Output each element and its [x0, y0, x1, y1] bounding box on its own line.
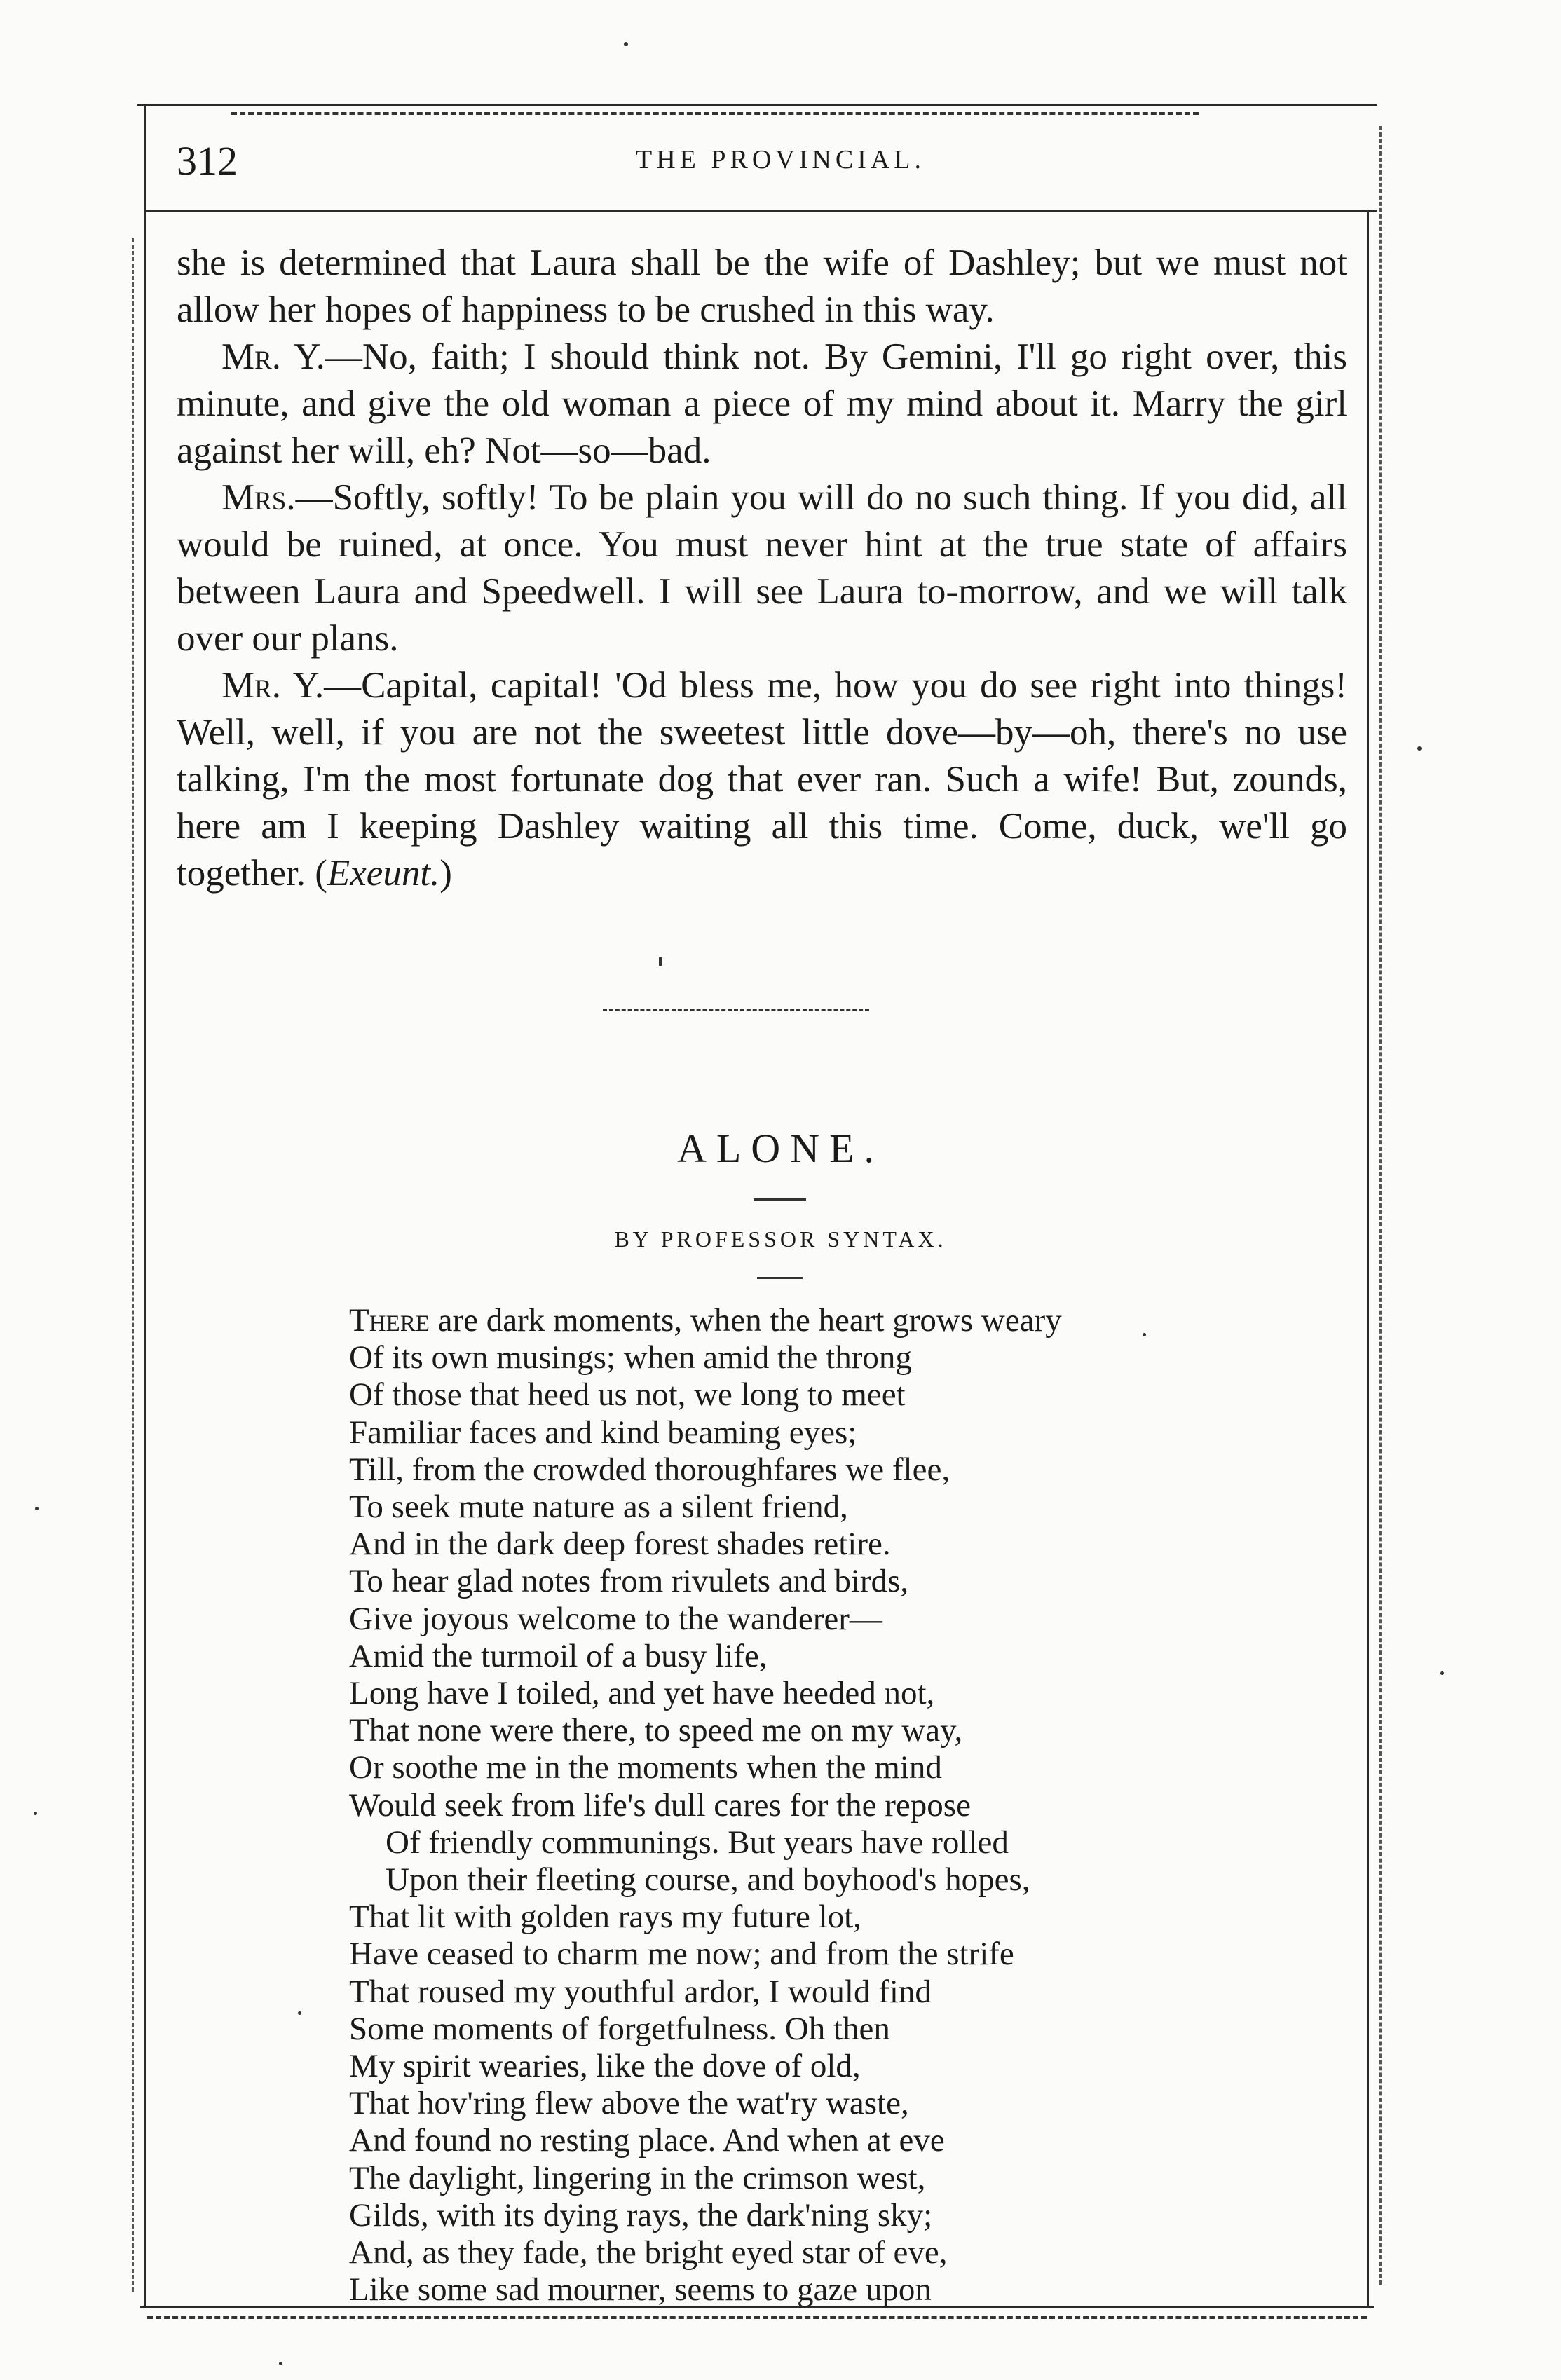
speaker-name: Mr. Y.	[221, 665, 325, 706]
frame-left-rule	[144, 104, 146, 2308]
header-rule	[144, 210, 1377, 212]
ink-speck	[34, 1812, 37, 1815]
ink-speck	[279, 2362, 282, 2365]
poem-line: My spirit wearies, like the dove of old,	[349, 2048, 861, 2085]
paragraph-text: she is determined that Laura shall be the wife of Dashley; but we must not allow her hopes of happiness to be crushed in this way.	[177, 242, 1347, 330]
paragraph-text: —Capital, capital! 'Od bless me, how you do see right into things! Well, well, if you are not the sweetest little dove—by—oh, there's no use talking, I'm the most fortunate dog that ever ran. Such a wife! But, zounds, here am I keeping Dashley waiting all this time. Come, duck, we'll go together.	[177, 665, 1347, 894]
frame-top-dashes	[231, 112, 1199, 115]
frame-top-rule	[137, 104, 1377, 106]
poem-line: Give joyous welcome to the wanderer—	[349, 1600, 882, 1637]
poem-line: That roused my youthful ardor, I would find	[349, 1973, 932, 2010]
poem-line: The daylight, lingering in the crimson west,	[349, 2159, 926, 2196]
poem-line: That none were there, to speed me on my way,	[349, 1712, 963, 1749]
poem-title: ALONE.	[676, 1126, 884, 1171]
poem-line: Amid the turmoil of a busy life,	[349, 1637, 768, 1674]
title-rule	[754, 1198, 806, 1201]
dialogue-paragraph: Mr. Y.—Capital, capital! 'Od bless me, how you do see right into things! Well, well, if you are not the sweetest little dove—by—oh, there's no use talking, I'm the most fortunate dog that ever ran. Such a wife! But, zounds, here am I keeping Dashley waiting all this time. Come, duck, we'll go together. (Exeunt.)	[177, 665, 1347, 894]
poem-line: Like some sad mourner, seems to gaze upon	[349, 2271, 932, 2309]
ink-speck	[1440, 1671, 1444, 1675]
ink-speck	[298, 2011, 301, 2015]
poem-line: And, as they fade, the bright eyed star of eve,	[349, 2234, 948, 2271]
poem-line: Long have I toiled, and yet have heeded not,	[349, 1675, 935, 1712]
poem-first-word: There	[349, 1302, 430, 1339]
dialogue-paragraph	[177, 240, 1347, 334]
running-title: THE PROVINCIAL.	[636, 145, 925, 175]
section-break-rule	[603, 1009, 869, 1011]
poem-line: To hear glad notes from rivulets and birds,	[349, 1563, 909, 1600]
page-number: 312	[177, 138, 238, 184]
stage-direction: Exeunt.	[327, 853, 440, 894]
ink-speck	[1143, 1333, 1146, 1336]
ink-speck	[624, 42, 628, 46]
poem-line: Gilds, with its dying rays, the dark'ning sky;	[349, 2196, 933, 2234]
poem-line: Upon their fleeting course, and boyhood's hopes,	[386, 1861, 1030, 1899]
dialogue-text	[177, 240, 1347, 897]
poem-line: And in the dark deep forest shades retire.	[349, 1526, 891, 1563]
poem-line: And found no resting place. And when at eve	[349, 2122, 945, 2159]
poem-line: To seek mute nature as a silent friend,	[349, 1489, 848, 1526]
frame-right-rule	[1367, 210, 1369, 2306]
poem-line: Of friendly communings. But years have rolled	[386, 1824, 1009, 1861]
poem-line: Have ceased to charm me now; and from the strife	[349, 1936, 1014, 1973]
ink-speck	[659, 957, 662, 966]
frame-bottom-dashes	[147, 2316, 1367, 2319]
frame-right-dashes	[1379, 126, 1382, 2285]
poem-body	[349, 1302, 1295, 2309]
author-rule	[757, 1277, 803, 1279]
poem-line: Till, from the crowded thoroughfares we flee,	[349, 1451, 950, 1488]
poem-line: Of those that heed us not, we long to meet	[349, 1376, 906, 1414]
paragraph-text: —Softly, softly! To be plain you will do no such thing. If you did, all would be ruined, at once. You must never hint at the true state of affairs between Laura and Speedwell. I will see Laura to-morrow, and we will talk over our plans.	[177, 477, 1347, 659]
poem-line: There are dark moments, when the heart grows weary	[349, 1302, 1062, 1339]
speaker-name: Mr. Y.	[221, 336, 325, 377]
poem-line: That hov'ring flew above the wat'ry waste,	[349, 2085, 909, 2122]
dialogue-paragraph	[177, 334, 1347, 474]
poem-author: BY PROFESSOR SYNTAX.	[614, 1226, 947, 1252]
poem-line: Familiar faces and kind beaming eyes;	[349, 1414, 857, 1451]
poem-line: Or soothe me in the moments when the mind	[349, 1749, 942, 1786]
frame-left-dashes	[132, 238, 134, 2292]
poem-line: Would seek from life's dull cares for the repose	[349, 1786, 971, 1824]
poem-line: That lit with golden rays my future lot,	[349, 1899, 861, 1936]
ink-speck	[35, 1507, 39, 1510]
paragraph-text: —No, faith; I should think not. By Gemini, I'll go right over, this minute, and give the old woman a piece of my mind about it. Marry the girl against her will, eh? Not—so—bad.	[177, 336, 1348, 471]
poem-line: Some moments of forgetfulness. Oh then	[349, 2010, 890, 2047]
poem-line: Of its own musings; when amid the throng	[349, 1339, 912, 1376]
dialogue-paragraph	[177, 474, 1347, 662]
speaker-name: Mrs.	[221, 477, 296, 518]
ink-speck	[1417, 746, 1422, 751]
